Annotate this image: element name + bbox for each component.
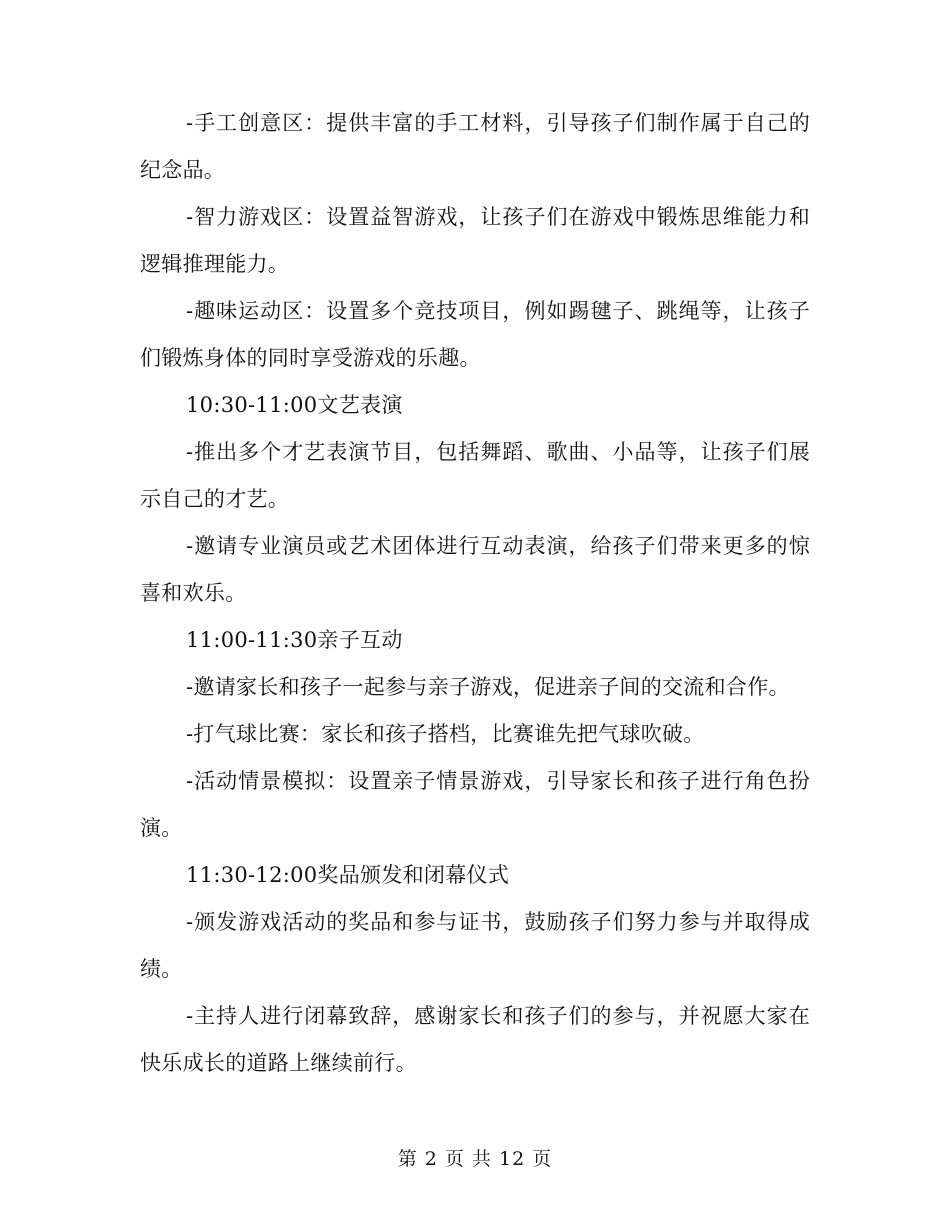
paragraph-handcraft-zone: -手工创意区：提供丰富的手工材料，引导孩子们制作属于自己的纪念品。 (140, 111, 810, 182)
paragraph-balloon-contest: -打气球比赛：家长和孩子搭档，比赛谁先把气球吹破。 (186, 722, 705, 746)
paragraph-invited-performers: -邀请专业演员或艺术团体进行互动表演，给孩子们带来更多的惊喜和欢乐。 (140, 534, 810, 605)
paragraph-awards: -颁发游戏活动的奖品和参与证书，鼓励孩子们努力参与并取得成绩。 (140, 910, 810, 981)
schedule-heading-parent-child: 11:00-11:30亲子互动 (186, 628, 403, 652)
paragraph-puzzle-game-zone: -智力游戏区：设置益智游戏，让孩子们在游戏中锻炼思维能力和逻辑推理能力。 (140, 205, 810, 276)
paragraph-closing-speech: -主持人进行闭幕致辞，感谢家长和孩子们的参与，并祝愿大家在快乐成长的道路上继续前行。 (140, 1004, 810, 1075)
schedule-heading-closing: 11:30-12:00奖品颁发和闭幕仪式 (186, 863, 510, 887)
page-number-footer: 第 2 页 共 12 页 (397, 1148, 553, 1170)
paragraph-parent-child-games: -邀请家长和孩子一起参与亲子游戏，促进亲子间的交流和合作。 (186, 675, 790, 699)
paragraph-sports-zone: -趣味运动区：设置多个竞技项目，例如踢毽子、跳绳等，让孩子们锻炼身体的同时享受游戏的乐趣。 (140, 299, 810, 370)
paragraph-role-play: -活动情景模拟：设置亲子情景游戏，引导家长和孩子进行角色扮演。 (140, 769, 810, 840)
paragraph-talent-show: -推出多个才艺表演节目，包括舞蹈、歌曲、小品等，让孩子们展示自己的才艺。 (140, 440, 810, 511)
document-body (140, 100, 810, 1087)
schedule-heading-performance: 10:30-11:00文艺表演 (186, 393, 403, 417)
